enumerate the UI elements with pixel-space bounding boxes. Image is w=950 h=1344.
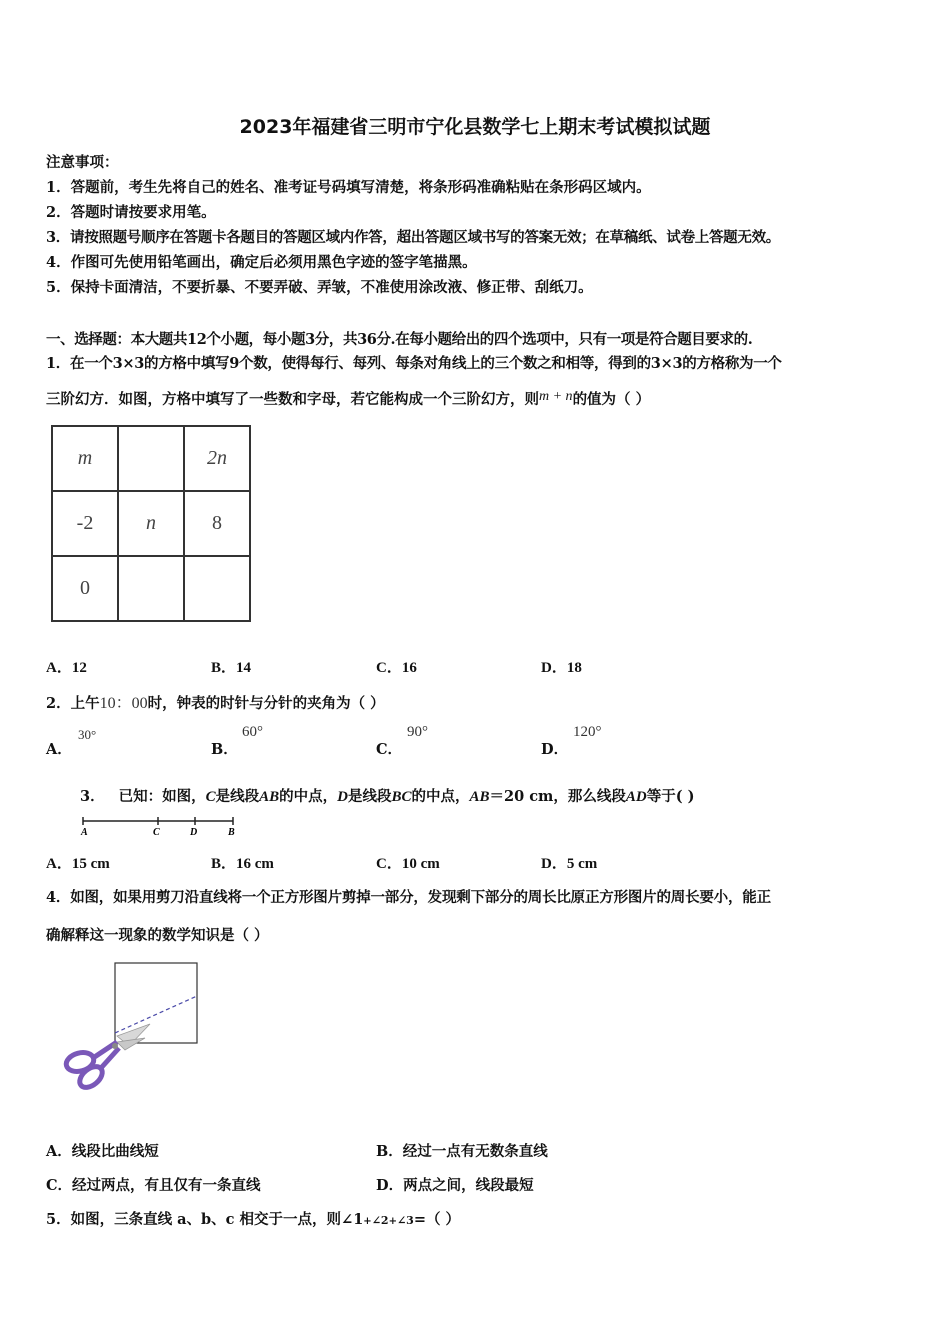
q4-option-d: D．两点之间，线段最短 (376, 1177, 534, 1194)
q4-option-c: C．经过两点，有且仅有一条直线 (46, 1177, 261, 1194)
grid-cell (184, 556, 250, 621)
q3-text: 是线段 (215, 788, 260, 805)
angle-1: ∠1 (341, 1211, 364, 1228)
notice-item: 2．答题时请按要求用笔。 (46, 204, 216, 221)
magic-square-grid (51, 425, 251, 622)
grid-cell: n (118, 491, 184, 556)
q2-option-c-value: 90° (407, 724, 428, 740)
grid-cell: m (52, 426, 118, 491)
point-label: A (81, 827, 88, 838)
q3-option-b: B．16 cm (211, 856, 274, 872)
q4-option-a: A．线段比曲线短 (46, 1143, 159, 1160)
q3-number: 3． (80, 788, 105, 805)
q3-stem (80, 785, 695, 806)
q5-stem (46, 1208, 460, 1229)
grid-cell: -2 (52, 491, 118, 556)
q4-stem-line2: 确解释这一现象的数学知识是（ ） (46, 927, 269, 944)
q3-text: 的中点， (279, 788, 338, 805)
q2-option-a-label: A． (46, 741, 72, 758)
q3-text: 的中点， (411, 788, 470, 805)
q4-stem-line1: 4．如图，如果用剪刀沿直线将一个正方形图片剪掉一部分，发现剩下部分的周长比原正方形图片的周长要小，能正 (46, 889, 771, 906)
q3-text: 等于( ) (646, 788, 695, 805)
scissors-square-figure (55, 958, 205, 1098)
notice-heading: 注意事项： (46, 154, 119, 171)
q2-option-b-value: 60° (242, 724, 263, 740)
point-label: C (153, 827, 160, 838)
notice-item: 4．作图可先使用铅笔画出，确定后必须用黑色字迹的签字笔描黑。 (46, 254, 477, 271)
q3-option-c: C．10 cm (376, 856, 440, 872)
q2-stem-text: 2．上午 (46, 695, 100, 712)
q2-option-c-label: C． (376, 741, 403, 758)
angle-2: ∠2 (371, 1214, 389, 1227)
q2-option-a-value: 30° (78, 727, 97, 742)
q4-option-b: B．经过一点有无数条直线 (376, 1143, 548, 1160)
q5-stem-text: 5．如图，三条直线 a、b、c 相交于一点，则 (46, 1211, 342, 1228)
segment-diagram (78, 812, 243, 838)
q1-option-d: D．18 (541, 660, 582, 676)
q3-text: ＝20 cm，那么线段 (489, 788, 626, 805)
q5-stem-end: =（ ） (413, 1211, 461, 1228)
q3-var: AD (625, 789, 647, 805)
q2-stem (46, 690, 385, 713)
grid-cell (118, 556, 184, 621)
q1-stem-end: 的值为（ ） (572, 391, 651, 408)
q1-stem-line2 (46, 388, 650, 409)
notice-item: 5．保持卡面清洁，不要折暴、不要弄破、弄皱，不准使用涂改液、修正带、刮纸刀。 (46, 279, 593, 296)
section-heading: 一、选择题：本大题共12个小题，每小题3分，共36分.在每小题给出的四个选项中，只有一项是符合题目要求的. (46, 331, 753, 348)
notice-item: 3．请按照题号顺序在答题卡各题目的答题区域内作答，超出答题区域书写的答案无效；在草稿纸、试卷上答题无效。 (46, 229, 780, 246)
point-label: B (228, 827, 235, 838)
q2-time: 10：00 (99, 695, 148, 712)
plus-sign: + (388, 1216, 397, 1227)
page-title: 2023年福建省三明市宁化县数学七上期末考试模拟试题 (239, 116, 711, 138)
notice-item: 1．答题前，考生先将自己的姓名、准考证号码填写清楚，将条形码准确粘贴在条形码区域内。 (46, 179, 651, 196)
q2-option-d-label: D． (541, 741, 569, 758)
q1-option-b: B．14 (211, 660, 252, 676)
q1-option-c: C．16 (376, 660, 417, 676)
grid-cell: 0 (52, 556, 118, 621)
q3-var: BC (391, 789, 412, 805)
q2-stem-end: 时，钟表的时针与分针的夹角为（ ） (147, 695, 385, 712)
q1-option-a: A．12 (46, 660, 87, 676)
q3-var: D (337, 789, 348, 805)
angle-3: ∠3 (396, 1214, 414, 1227)
q1-stem-line1: 1．在一个3×3的方格中填写9个数，使得每行、每列、每条对角线上的三个数之和相等，得到的3×3的方格称为一个 (46, 355, 782, 372)
q3-var: C (205, 789, 216, 805)
cut-line (115, 996, 197, 1033)
point-label: D (190, 827, 198, 838)
plus-sign: + (363, 1216, 372, 1227)
q3-option-a: A．15 cm (46, 856, 110, 872)
q1-expression: m + n (539, 389, 573, 404)
q3-option-d: D．5 cm (541, 856, 598, 872)
q3-text: 已知：如图， (118, 788, 206, 805)
square-shape (115, 963, 197, 1043)
q2-option-d-value: 120° (573, 724, 602, 740)
q3-text: 是线段 (347, 788, 392, 805)
scissors-icon (64, 1024, 150, 1091)
grid-cell (118, 426, 184, 491)
grid-cell: 2n (184, 426, 250, 491)
q1-stem-text: 三阶幻方．如图，方格中填写了一些数和字母，若它能构成一个三阶幻方，则 (46, 391, 539, 408)
q2-option-b-label: B． (211, 741, 238, 758)
q3-var: AB (259, 789, 280, 805)
q3-var: AB (469, 789, 490, 805)
grid-cell: 8 (184, 491, 250, 556)
